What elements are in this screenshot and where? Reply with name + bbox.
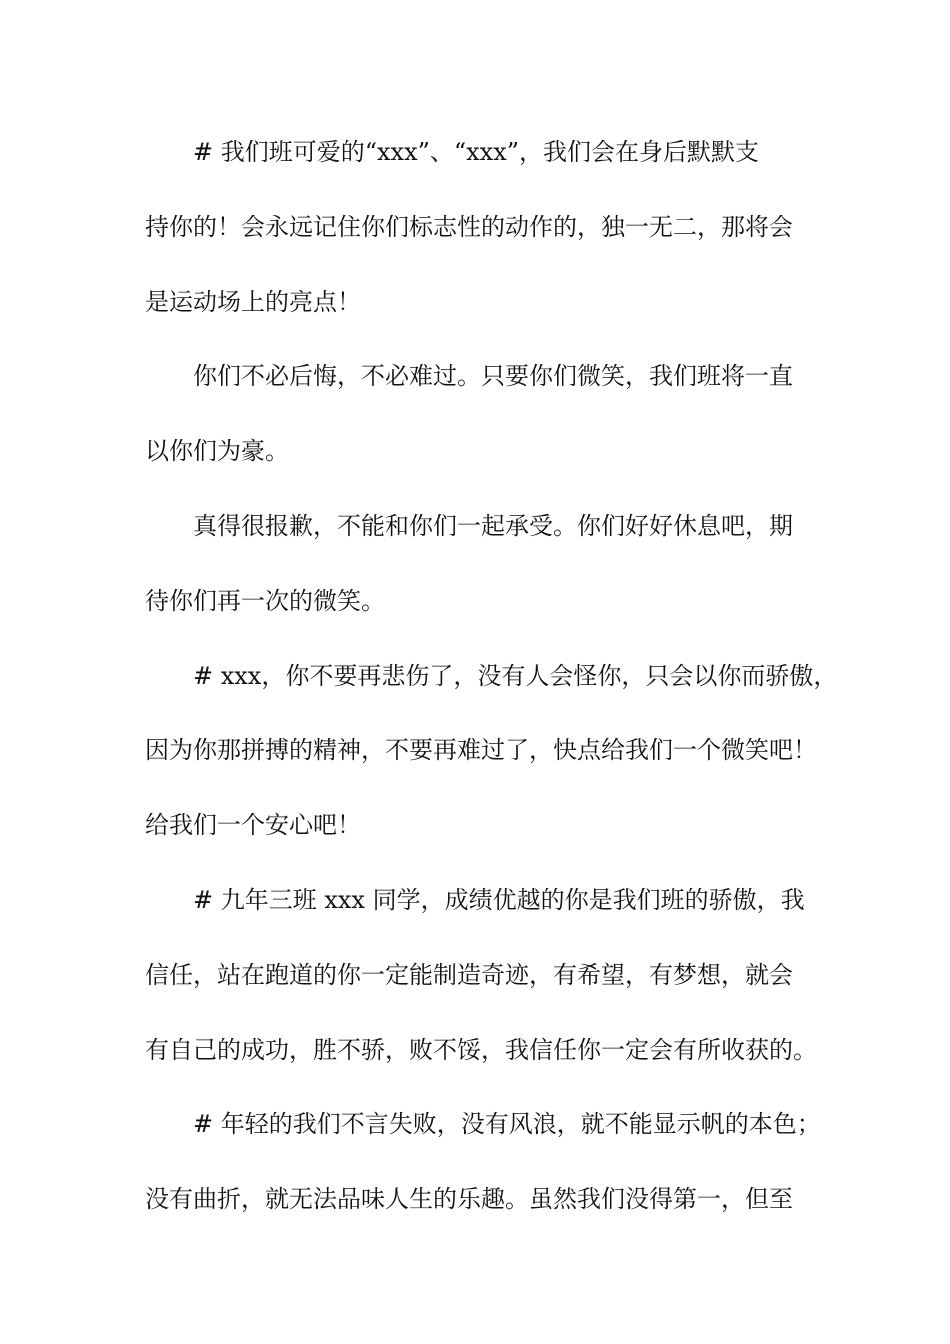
document-body	[145, 130, 838, 1252]
text-line: # 年轻的我们不言失败，没有风浪，就不能显示帆的本色；	[193, 1110, 821, 1139]
text-line: 是运动场上的亮点！	[145, 287, 361, 316]
text-line: 以你们为豪。	[145, 437, 289, 466]
text-line: 因为你那拼搏的精神，不要再难过了，快点给我们一个微笑吧！	[145, 736, 817, 765]
text-line: # xxx，你不要再悲伤了，没有人会怪你，只会以你而骄傲，	[193, 661, 838, 690]
text-line: 你们不必后悔，不必难过。只要你们微笑，我们班将一直	[193, 362, 793, 391]
text-line: 待你们再一次的微笑。	[145, 586, 385, 615]
text-line: 没有曲折，就无法品味人生的乐趣。虽然我们没得第一，但至	[145, 1185, 793, 1214]
text-line: # 我们班可爱的“xxx”、“xxx”，我们会在身后默默支	[193, 138, 760, 166]
text-line: 信任，站在跑道的你一定能制造奇迹，有希望，有梦想，就会	[145, 960, 793, 989]
text-line: # 九年三班 xxx 同学，成绩优越的你是我们班的骄傲，我	[193, 885, 805, 914]
text-line: 有自己的成功，胜不骄，败不馁，我信任你一定会有所收获的。	[145, 1035, 817, 1064]
text-line: 持你的！会永远记住你们标志性的动作的，独一无二，那将会	[145, 212, 793, 241]
text-line: 给我们一个安心吧！	[145, 811, 361, 840]
text-line: 真得很报歉，不能和你们一起承受。你们好好休息吧，期	[193, 511, 793, 540]
